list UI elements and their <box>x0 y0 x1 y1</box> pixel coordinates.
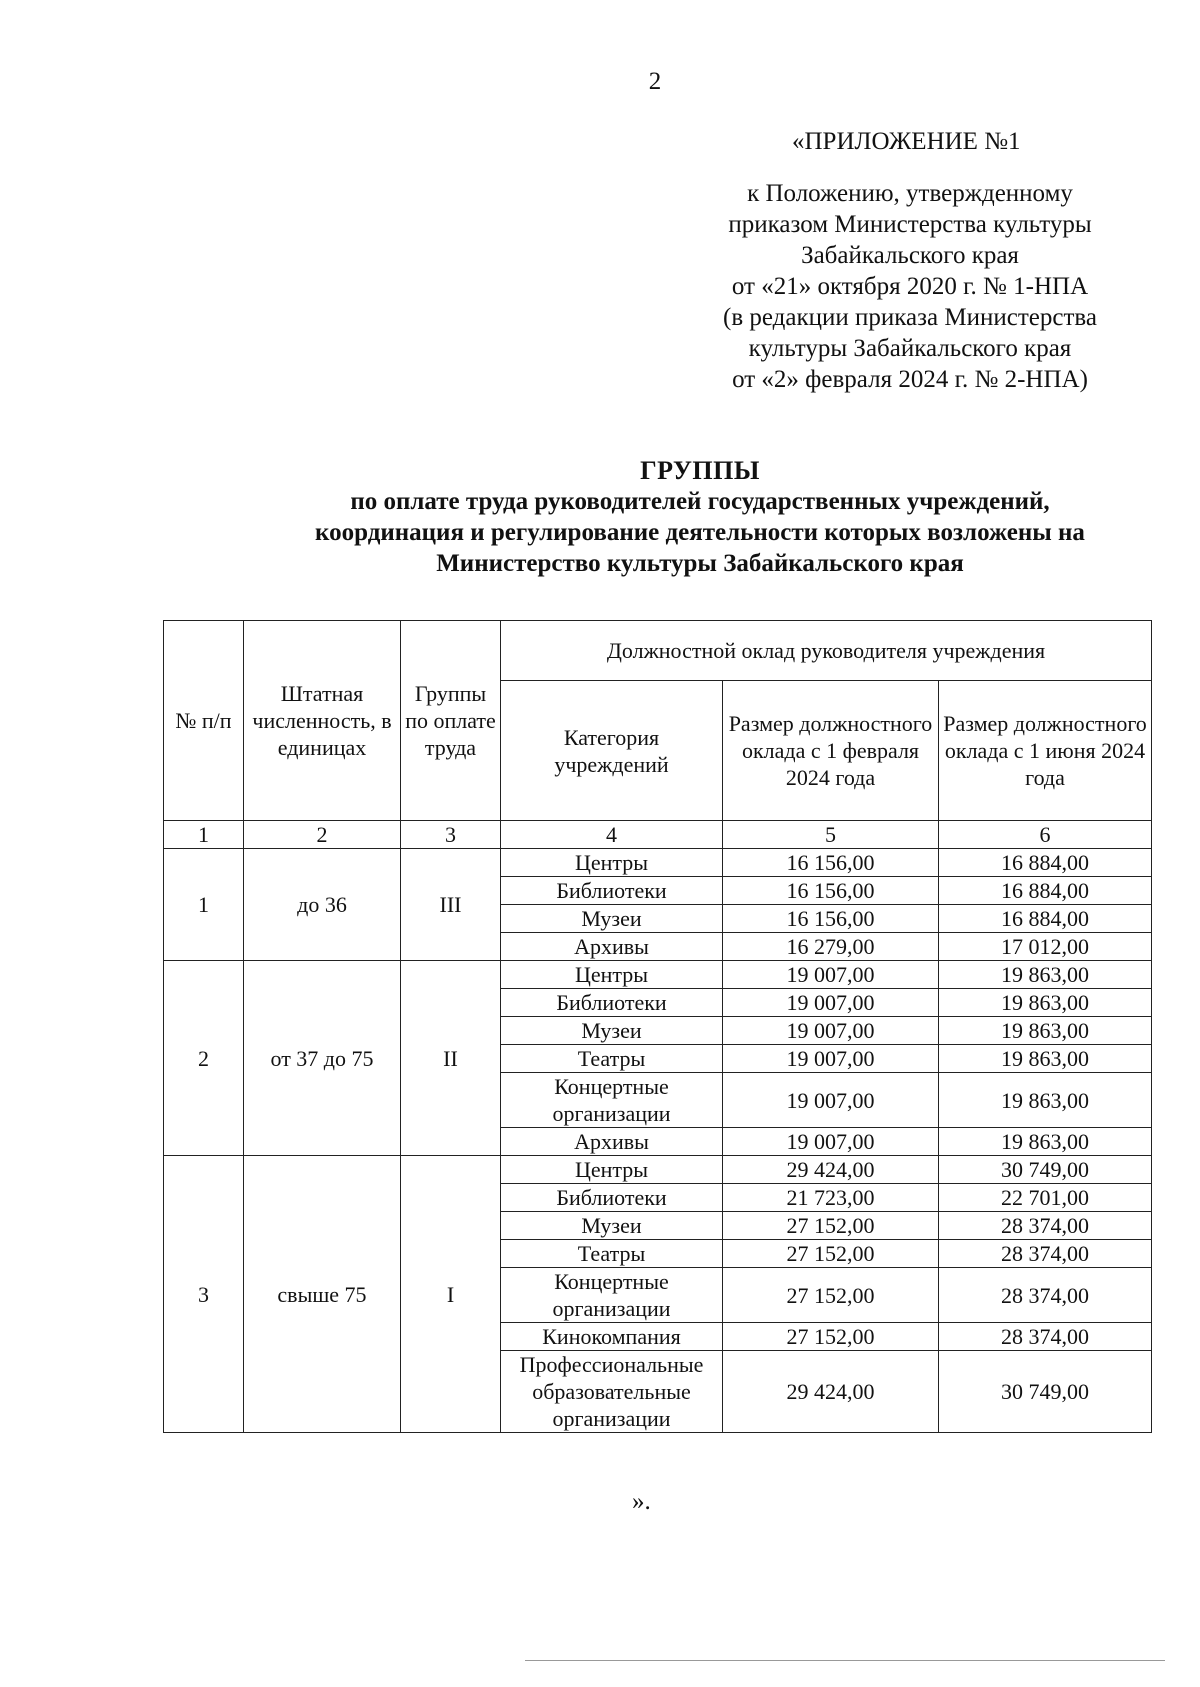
header-category: Категория учреждений <box>501 681 723 821</box>
salary-feb-cell: 27 152,00 <box>723 1212 939 1240</box>
category-cell: Архивы <box>501 1128 723 1156</box>
category-cell: Профессиональные образовательные организации <box>501 1351 723 1433</box>
category-cell: Театры <box>501 1045 723 1073</box>
salary-feb-cell: 19 007,00 <box>723 1045 939 1073</box>
salary-jun-cell: 30 749,00 <box>939 1156 1152 1184</box>
appendix-line: Забайкальского края <box>801 242 1019 269</box>
appendix-line: культуры Забайкальского края <box>748 335 1072 362</box>
column-number: 1 <box>164 821 244 849</box>
category-cell: Библиотеки <box>501 877 723 905</box>
column-number: 6 <box>939 821 1152 849</box>
salary-jun-cell: 19 863,00 <box>939 1073 1152 1128</box>
staff-count: свыше 75 <box>244 1156 401 1433</box>
salary-feb-cell: 27 152,00 <box>723 1323 939 1351</box>
category-cell: Архивы <box>501 933 723 961</box>
page-number: 2 <box>648 68 662 95</box>
salary-jun-cell: 28 374,00 <box>939 1240 1152 1268</box>
group-number: 2 <box>164 961 244 1156</box>
group-number: 1 <box>164 849 244 961</box>
category-cell: Библиотеки <box>501 989 723 1017</box>
salary-groups-table <box>163 620 1152 1433</box>
document-title <box>170 455 1200 579</box>
closing-quote: ». <box>632 1488 651 1515</box>
salary-feb-cell: 19 007,00 <box>723 961 939 989</box>
table-row <box>164 849 1152 877</box>
category-cell: Музеи <box>501 905 723 933</box>
salary-jun-cell: 16 884,00 <box>939 849 1152 877</box>
appendix-line: приказом Министерства культуры <box>728 211 1092 238</box>
header-staff: Штатная численность, в единицах <box>244 621 401 821</box>
salary-feb-cell: 16 156,00 <box>723 877 939 905</box>
salary-jun-cell: 28 374,00 <box>939 1323 1152 1351</box>
header-salary-feb: Размер должностного оклада с 1 февраля 2024 года <box>723 681 939 821</box>
salary-jun-cell: 28 374,00 <box>939 1268 1152 1323</box>
salary-jun-cell: 19 863,00 <box>939 961 1152 989</box>
group-number: 3 <box>164 1156 244 1433</box>
appendix-line: к Положению, утвержденному <box>747 180 1073 207</box>
category-cell: Центры <box>501 849 723 877</box>
category-cell: Центры <box>501 1156 723 1184</box>
category-cell: Театры <box>501 1240 723 1268</box>
salary-jun-cell: 22 701,00 <box>939 1184 1152 1212</box>
salary-jun-cell: 19 863,00 <box>939 1017 1152 1045</box>
column-number: 5 <box>723 821 939 849</box>
title-line: по оплате труда руководителей государственных учреждений, <box>350 488 1050 515</box>
column-numbers-row <box>164 821 1152 849</box>
salary-jun-cell: 16 884,00 <box>939 877 1152 905</box>
appendix-reference <box>680 178 1140 395</box>
salary-feb-cell: 27 152,00 <box>723 1240 939 1268</box>
salary-jun-cell: 19 863,00 <box>939 1045 1152 1073</box>
header-num: № п/п <box>164 621 244 821</box>
salary-jun-cell: 16 884,00 <box>939 905 1152 933</box>
salary-jun-cell: 28 374,00 <box>939 1212 1152 1240</box>
salary-feb-cell: 16 156,00 <box>723 905 939 933</box>
title-main: ГРУППЫ <box>640 456 760 485</box>
title-line: координация и регулирование деятельности которых возложены на <box>315 519 1085 546</box>
title-line: Министерство культуры Забайкальского края <box>436 550 964 577</box>
salary-feb-cell: 21 723,00 <box>723 1184 939 1212</box>
appendix-line: от «21» октября 2020 г. № 1-НПА <box>731 273 1089 300</box>
salary-feb-cell: 19 007,00 <box>723 1073 939 1128</box>
header-salary-jun: Размер должностного оклада с 1 июня 2024 года <box>939 681 1152 821</box>
salary-jun-cell: 17 012,00 <box>939 933 1152 961</box>
pay-group: III <box>401 849 501 961</box>
staff-count: до 36 <box>244 849 401 961</box>
category-cell: Кинокомпания <box>501 1323 723 1351</box>
header-group: Группы по оплате труда <box>401 621 501 821</box>
category-cell: Центры <box>501 961 723 989</box>
table-row <box>164 961 1152 989</box>
footer-divider <box>525 1660 1165 1661</box>
salary-feb-cell: 19 007,00 <box>723 1017 939 1045</box>
pay-group: I <box>401 1156 501 1433</box>
salary-feb-cell: 16 279,00 <box>723 933 939 961</box>
staff-count: от 37 до 75 <box>244 961 401 1156</box>
category-cell: Музеи <box>501 1212 723 1240</box>
salary-feb-cell: 16 156,00 <box>723 849 939 877</box>
appendix-title: «ПРИЛОЖЕНИЕ №1 <box>792 128 1021 155</box>
appendix-line: от «2» февраля 2024 г. № 2-НПА) <box>732 366 1088 393</box>
category-cell: Библиотеки <box>501 1184 723 1212</box>
salary-feb-cell: 29 424,00 <box>723 1351 939 1433</box>
table-row <box>164 1156 1152 1184</box>
salary-feb-cell: 27 152,00 <box>723 1268 939 1323</box>
pay-group: II <box>401 961 501 1156</box>
category-cell: Музеи <box>501 1017 723 1045</box>
salary-feb-cell: 19 007,00 <box>723 1128 939 1156</box>
appendix-line: (в редакции приказа Министерства <box>723 304 1097 331</box>
header-salary: Должностной оклад руководителя учреждения <box>501 621 1152 681</box>
column-number: 3 <box>401 821 501 849</box>
salary-feb-cell: 29 424,00 <box>723 1156 939 1184</box>
category-cell: Концертные организации <box>501 1268 723 1323</box>
salary-feb-cell: 19 007,00 <box>723 989 939 1017</box>
column-number: 2 <box>244 821 401 849</box>
salary-jun-cell: 19 863,00 <box>939 989 1152 1017</box>
salary-jun-cell: 19 863,00 <box>939 1128 1152 1156</box>
category-cell: Концертные организации <box>501 1073 723 1128</box>
column-number: 4 <box>501 821 723 849</box>
salary-jun-cell: 30 749,00 <box>939 1351 1152 1433</box>
